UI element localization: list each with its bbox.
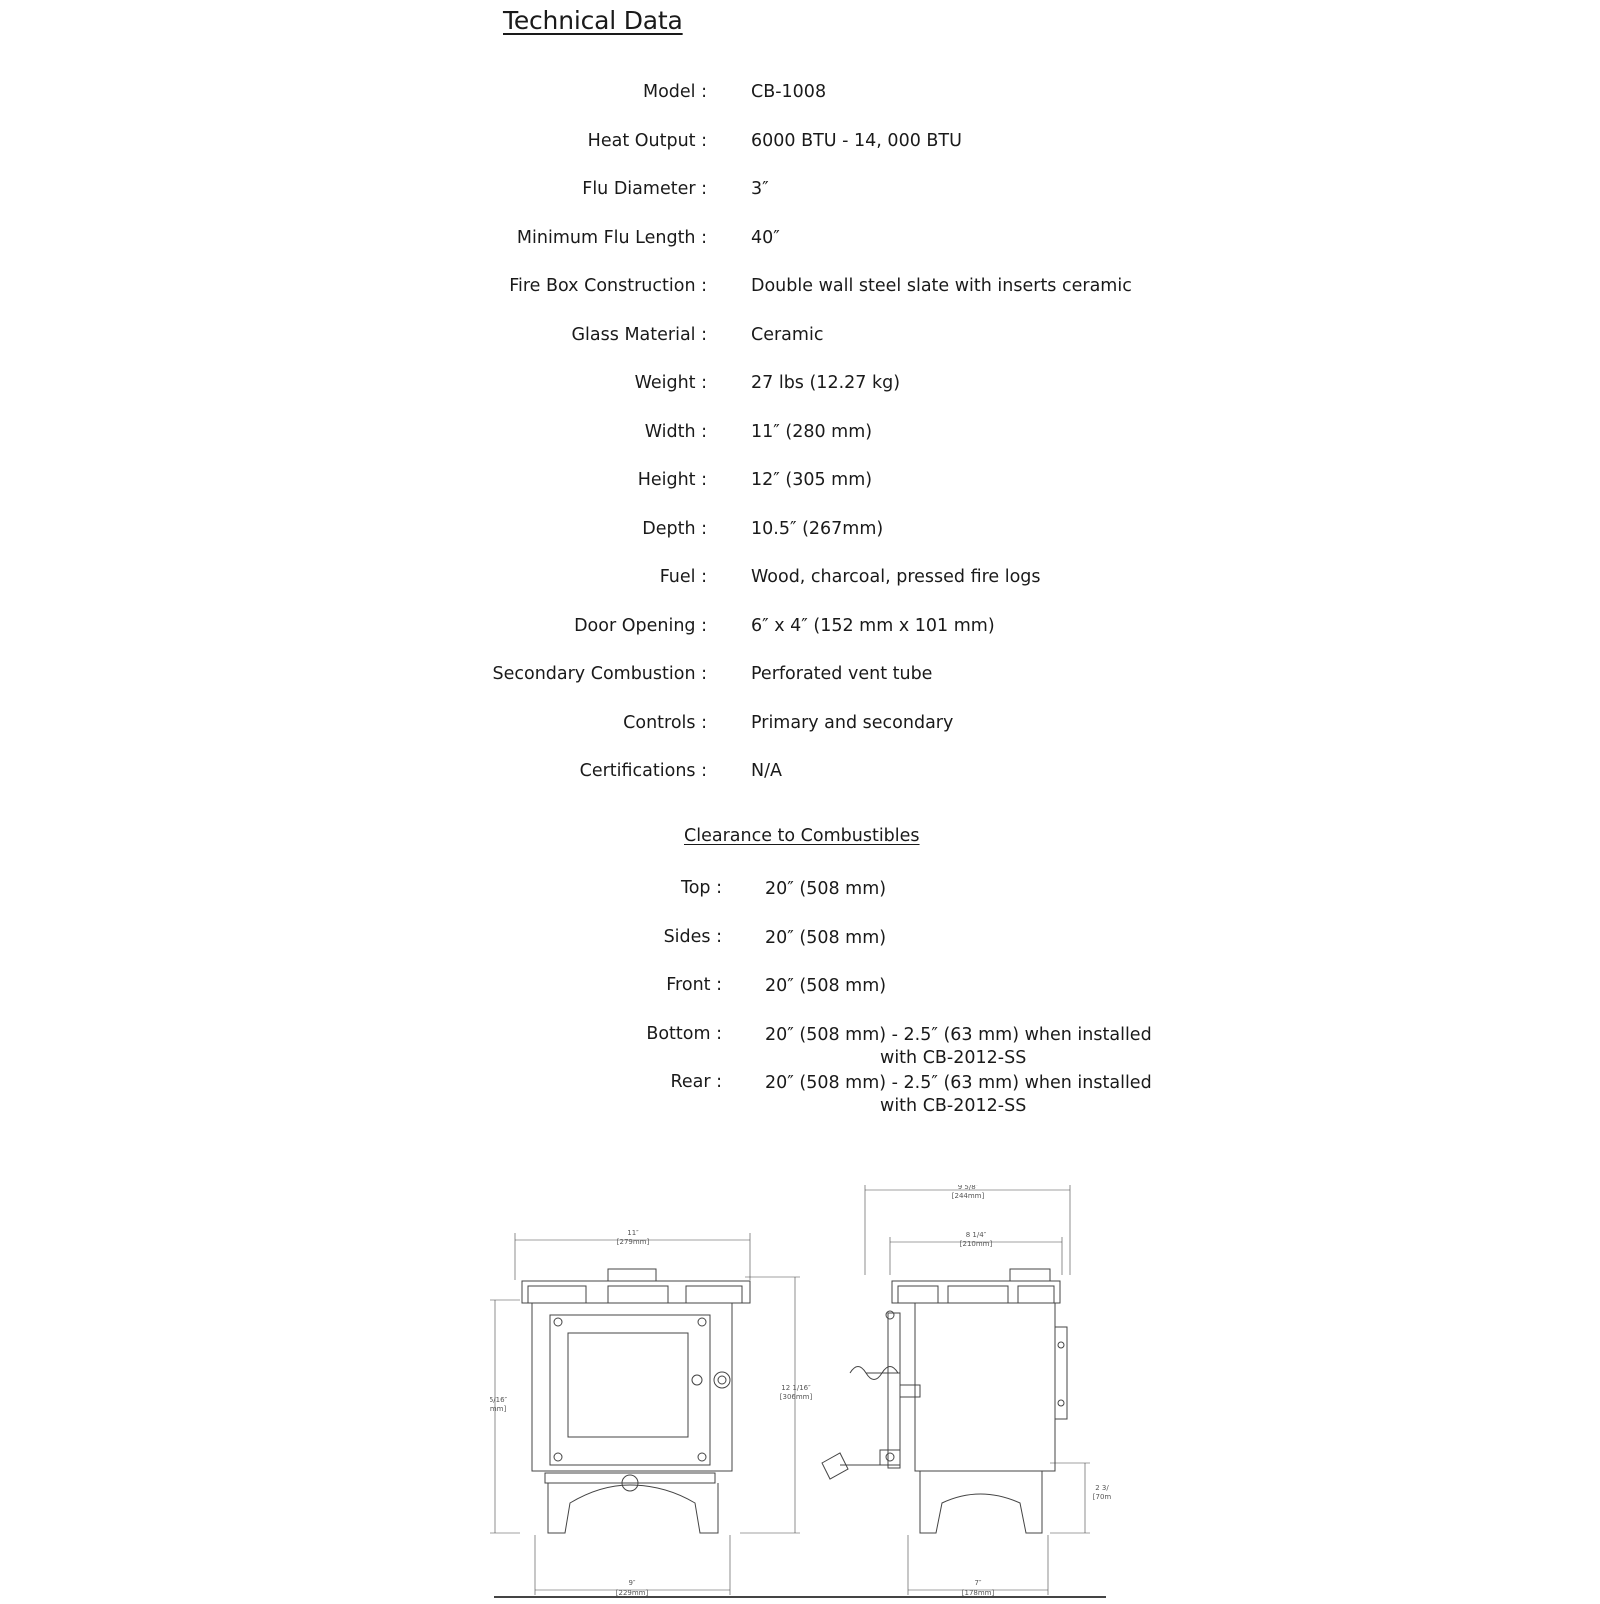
side-top-dim-mm: [244mm]: [951, 1192, 985, 1200]
spec-value: Double wall steel slate with inserts ceramic: [751, 276, 1132, 296]
spec-value: 40″: [751, 227, 780, 248]
side-rear-bracket: [1055, 1327, 1067, 1419]
page-title: Technical Data: [503, 6, 683, 35]
spec-value: Perforated vent tube: [751, 664, 933, 684]
spec-row-door-opening: [0, 616, 1600, 665]
spec-value: 6000 BTU - 14, 000 BTU: [751, 130, 962, 151]
spec-row-model: [0, 82, 1600, 131]
spec-label: Secondary Combustion :: [492, 664, 707, 684]
spec-label: Certifications :: [579, 761, 707, 781]
spec-value: Wood, charcoal, pressed fire logs: [751, 567, 1041, 587]
clearance-row-bottom: [0, 1024, 1600, 1073]
front-bottom-dim-label: 9″: [628, 1579, 636, 1587]
clearance-value-text: 20″ (508 mm): [765, 879, 887, 899]
spec-row-heat-output: [0, 131, 1600, 180]
spec-list: [0, 82, 1600, 810]
spec-label: Glass Material :: [571, 324, 707, 345]
spec-label: Width :: [644, 421, 707, 442]
bottom-rule: [494, 1596, 1106, 1598]
front-left-dim-label: 5/16″: [490, 1396, 508, 1404]
front-left-dim-mm: mm]: [490, 1405, 507, 1413]
side-top-dim-label: 9 5/8″: [957, 1185, 979, 1191]
side-bottom-dim-mm: [178mm]: [961, 1589, 995, 1597]
spec-label: Height :: [637, 470, 707, 490]
front-handle-knob: [714, 1372, 730, 1388]
spec-row-width: [0, 422, 1600, 471]
spec-label: Controls :: [623, 712, 707, 733]
clearance-row-front: [0, 975, 1600, 1024]
spec-row-min-flu-length: [0, 228, 1600, 277]
front-bottom-dim-mm: [229mm]: [615, 1589, 649, 1597]
front-right-dim-mm: [306mm]: [779, 1393, 813, 1401]
stove-drawings: [490, 1185, 1120, 1604]
front-right-dim-label: 12 1/16″: [781, 1384, 811, 1392]
spec-row-weight: [0, 373, 1600, 422]
clearance-value: [765, 927, 886, 950]
clearance-value: [765, 1072, 1152, 1118]
clearance-row-top: [0, 878, 1600, 927]
spec-label: Depth :: [642, 518, 707, 539]
spec-row-fuel: [0, 567, 1600, 616]
spec-value: Primary and secondary: [751, 712, 954, 733]
side-right-dim-mm: [70m: [1092, 1493, 1112, 1501]
clearance-label: Bottom :: [646, 1023, 722, 1044]
spec-label: Flu Diameter :: [582, 179, 707, 199]
spec-row-certifications: [0, 761, 1600, 810]
stove-side-view: [822, 1185, 1090, 1595]
spec-row-flu-diameter: [0, 179, 1600, 228]
spec-label: Model :: [642, 82, 707, 102]
spec-label: Heat Output :: [587, 130, 707, 151]
clearance-value: [765, 1024, 1152, 1070]
front-body: [532, 1303, 732, 1471]
spec-value: CB-1008: [751, 82, 827, 102]
dimension-labels: [490, 1185, 1111, 1597]
side-top-plate: [892, 1281, 1060, 1303]
clearance-label: Sides :: [663, 926, 722, 947]
spec-row-height: [0, 470, 1600, 519]
side-flue-collar: [1010, 1269, 1050, 1281]
spec-value: 3″: [751, 179, 769, 199]
spec-label: Door Opening :: [574, 615, 707, 636]
spec-label: Minimum Flu Length :: [516, 227, 707, 248]
spec-label: Fire Box Construction :: [509, 276, 707, 296]
clearance-value-continued: with CB-2012-SS: [880, 1047, 1027, 1068]
front-top-plate: [522, 1281, 750, 1303]
clearance-value-text: 20″ (508 mm): [765, 927, 887, 948]
spec-value: 11″ (280 mm): [751, 421, 873, 442]
side-body: [915, 1303, 1055, 1471]
clearance-value: [765, 878, 886, 901]
side-door-profile: [888, 1313, 900, 1468]
spec-row-controls: [0, 713, 1600, 762]
clearance-row-rear: [0, 1072, 1600, 1121]
spec-value: 10.5″ (267mm): [751, 518, 884, 539]
front-top-dim-label: 11″: [627, 1229, 639, 1237]
clearance-value-text: 20″ (508 mm) - 2.5″ (63 mm) when installed: [765, 1073, 1152, 1093]
clearance-title: Clearance to Combustibles: [684, 826, 920, 846]
clearance-label: Rear :: [670, 1072, 722, 1092]
side-bottom-dim-label: 7″: [974, 1579, 982, 1587]
clearance-label: Front :: [666, 975, 722, 995]
clearance-list: [0, 878, 1600, 1121]
spec-value: 6″ x 4″ (152 mm x 101 mm): [751, 615, 995, 636]
side-air-control: [822, 1453, 848, 1479]
clearance-label: Top :: [681, 878, 722, 898]
stove-drawings-svg: [490, 1185, 1120, 1600]
front-flue-collar: [608, 1269, 656, 1281]
clearance-value: [765, 975, 886, 998]
stove-front-view: [490, 1233, 800, 1595]
spec-value: N/A: [751, 761, 782, 781]
spec-value: Ceramic: [751, 324, 824, 345]
clearance-row-sides: [0, 927, 1600, 976]
front-top-dim-mm: [279mm]: [616, 1238, 650, 1246]
spec-row-depth: [0, 519, 1600, 568]
spec-row-secondary-combustion: [0, 664, 1600, 713]
spec-value: 27 lbs (12.27 kg): [751, 373, 901, 393]
clearance-value-text: 20″ (508 mm) - 2.5″ (63 mm) when installed: [765, 1024, 1152, 1045]
side-inner-dim-mm: [210mm]: [959, 1240, 993, 1248]
spec-row-fire-box: [0, 276, 1600, 325]
side-right-dim-label: 2 3/: [1095, 1484, 1109, 1492]
side-legs: [920, 1471, 1042, 1533]
spec-label: Fuel :: [659, 567, 707, 587]
spec-label: Weight :: [634, 373, 707, 393]
spec-row-glass: [0, 325, 1600, 374]
side-inner-dim-label: 8 1/4″: [965, 1231, 987, 1239]
clearance-value-text: 20″ (508 mm): [765, 976, 887, 996]
clearance-value-continued: with CB-2012-SS: [880, 1096, 1027, 1116]
front-door-glass: [568, 1333, 688, 1437]
spec-value: 12″ (305 mm): [751, 470, 873, 490]
front-door: [550, 1315, 710, 1465]
